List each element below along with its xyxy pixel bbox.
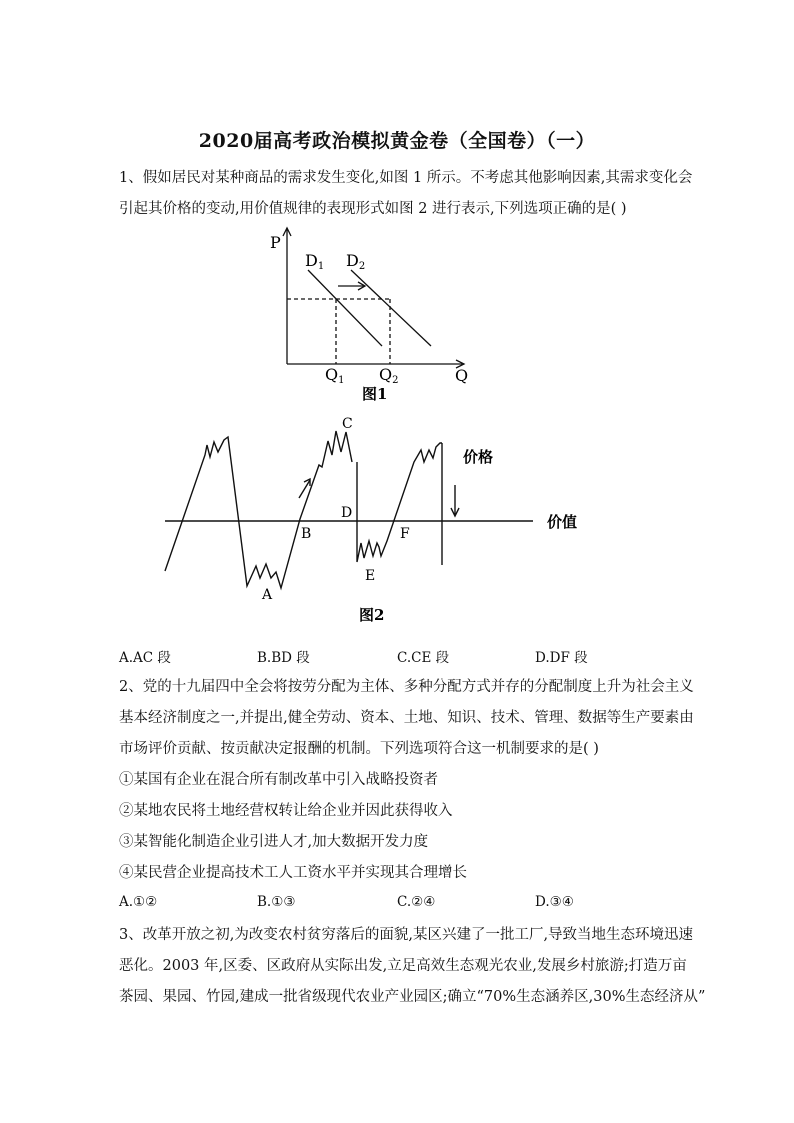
q2-text-line1: 2、党的十九届四中全会将按劳分配为主体、多种分配方式并存的分配制度上升为社会主义 (119, 679, 694, 695)
fig2-label-c: C (342, 416, 353, 432)
q1-option-b: B.BD 段 (257, 650, 310, 666)
q2-item-4: ④某民营企业提高技术工人工资水平并实现其合理增长 (119, 865, 467, 881)
q2-item-2: ②某地农民将土地经营权转让给企业并因此获得收入 (119, 803, 453, 819)
q2-option-a: A.①② (119, 894, 158, 910)
q2-text-line3: 市场评价贡献、按贡献决定报酬的机制。下列选项符合这一机制要求的是( ) (119, 741, 599, 757)
fig1-d1-label: D1 (305, 251, 325, 272)
fig1-d2-label: D2 (346, 251, 366, 272)
fig2-price-line-left (165, 431, 352, 588)
q2-text-line2: 基本经济制度之一,并提出,健全劳动、资本、土地、知识、技术、管理、数据等生产要素由 (119, 710, 694, 726)
fig2-price-line-mid (357, 443, 442, 562)
q1-option-c: C.CE 段 (397, 650, 450, 666)
q2-option-d: D.③④ (535, 894, 574, 910)
fig2-label-e: E (365, 568, 376, 584)
page-title: 2020届高考政治模拟黄金卷（全国卷）（一） (198, 130, 596, 152)
q1-option-d: D.DF 段 (535, 650, 588, 666)
fig2-label-f: F (400, 526, 410, 542)
fig2-caption: 图2 (359, 606, 385, 624)
q3-text-line2: 恶化。2003 年,区委、区政府从实际出发,立足高效生态观光农业,发展乡村旅游;打造万亩 (119, 958, 687, 974)
q3-text-line1: 3、改革开放之初,为改变农村贫穷落后的面貌,某区兴建了一批工厂,导致当地生态环境迅速 (119, 927, 694, 943)
fig2-label-d: D (341, 505, 353, 521)
q2-option-b: B.①③ (257, 894, 296, 910)
fig2-price-label: 价格 (463, 448, 494, 466)
fig1-p-label: P (270, 233, 281, 252)
fig1-caption: 图1 (362, 385, 388, 403)
q2-item-3: ③某智能化制造企业引进人才,加大数据开发力度 (119, 834, 429, 850)
q1-text-line2: 引起其价格的变动,用价值规律的表现形式如图 2 进行表示,下列选项正确的是( ) (119, 201, 627, 217)
q1-text-line1: 1、假如居民对某种商品的需求发生变化,如图 1 所示。不考虑其他影响因素,其需求变化会 (119, 170, 693, 186)
fig2-value-label: 价值 (547, 513, 578, 531)
q2-item-1: ①某国有企业在混合所有制改革中引入战略投资者 (119, 772, 438, 788)
fig1-q2-label: Q2 (379, 365, 399, 386)
q1-option-a: A.AC 段 (119, 650, 171, 666)
fig2-label-b: B (301, 526, 312, 542)
q2-option-c: C.②④ (397, 894, 436, 910)
fig1-q1-label: Q1 (325, 365, 345, 386)
q3-text-line3: 茶园、果园、竹园,建成一批省级现代农业产业园区;确立“70%生态涵养区,30%生态经济从” (119, 989, 706, 1005)
fig2-label-a: A (262, 587, 273, 603)
fig1-q-label: Q (455, 366, 469, 385)
